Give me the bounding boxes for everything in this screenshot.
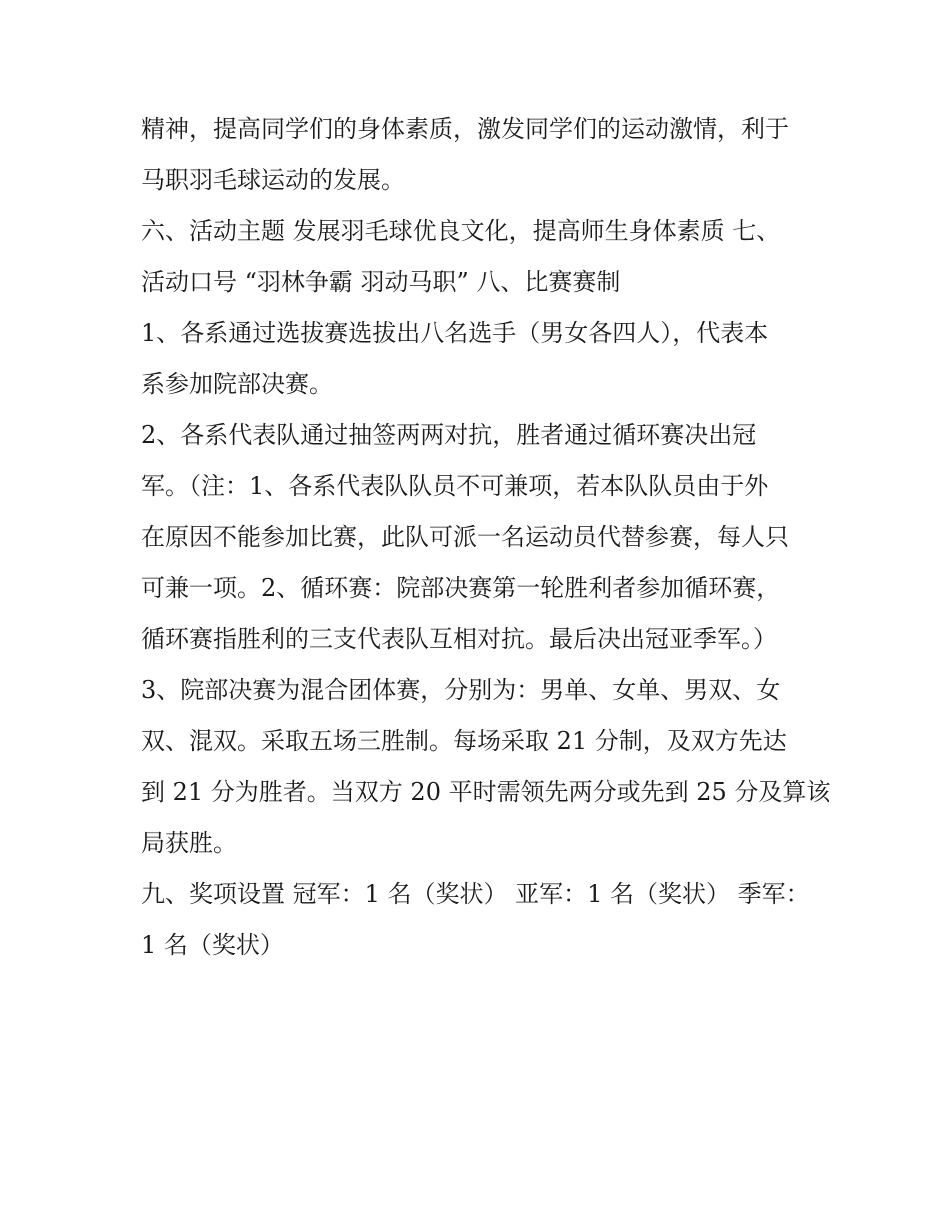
section-heading-line: 六、活动主题 发展羽毛球优良文化，提高师生身体素质 七、 bbox=[141, 217, 781, 245]
rule-item-1: 1、各系通过选拔赛选拔出八名选手（男女各四人），代表本 bbox=[141, 319, 769, 347]
body-text bbox=[141, 104, 831, 971]
rule-item-3: 3、院部决赛为混合团体赛，分别为：男单、女单、男双、女 bbox=[141, 676, 781, 704]
text-line: 1 名（奖状） bbox=[141, 931, 284, 959]
text-line: 循环赛指胜利的三支代表队互相对抗。最后决出冠亚季军。） bbox=[141, 625, 777, 653]
text-line: 马职羽毛球运动的发展。 bbox=[141, 166, 405, 194]
rule-item-2: 2、各系代表队通过抽签两两对抗，胜者通过循环赛决出冠 bbox=[141, 421, 757, 449]
text-line: 精神，提高同学们的身体素质，激发同学们的运动激情，利于 bbox=[141, 115, 789, 143]
text-line: 军。（注：1、各系代表队队员不可兼项，若本队队员由于外 bbox=[141, 472, 769, 500]
text-line: 局获胜。 bbox=[141, 829, 237, 857]
text-line: 系参加院部决赛。 bbox=[141, 370, 333, 398]
text-line: 在原因不能参加比赛，此队可派一名运动员代替参赛，每人只 bbox=[141, 523, 789, 551]
text-line: 活动口号 “羽林争霸 羽动马职” 八、比赛赛制 bbox=[141, 268, 621, 296]
text-line: 到 21 分为胜者。当双方 20 平时需领先两分或先到 25 分及算该 bbox=[141, 778, 831, 806]
text-line: 可兼一项。2、循环赛：院部决赛第一轮胜利者参加循环赛， bbox=[141, 574, 781, 602]
text-line: 双、混双。采取五场三胜制。每场采取 21 分制，及双方先达 bbox=[141, 727, 787, 755]
awards-heading-line: 九、奖项设置 冠军：1 名（奖状） 亚军：1 名（奖状） 季军： bbox=[141, 880, 810, 908]
